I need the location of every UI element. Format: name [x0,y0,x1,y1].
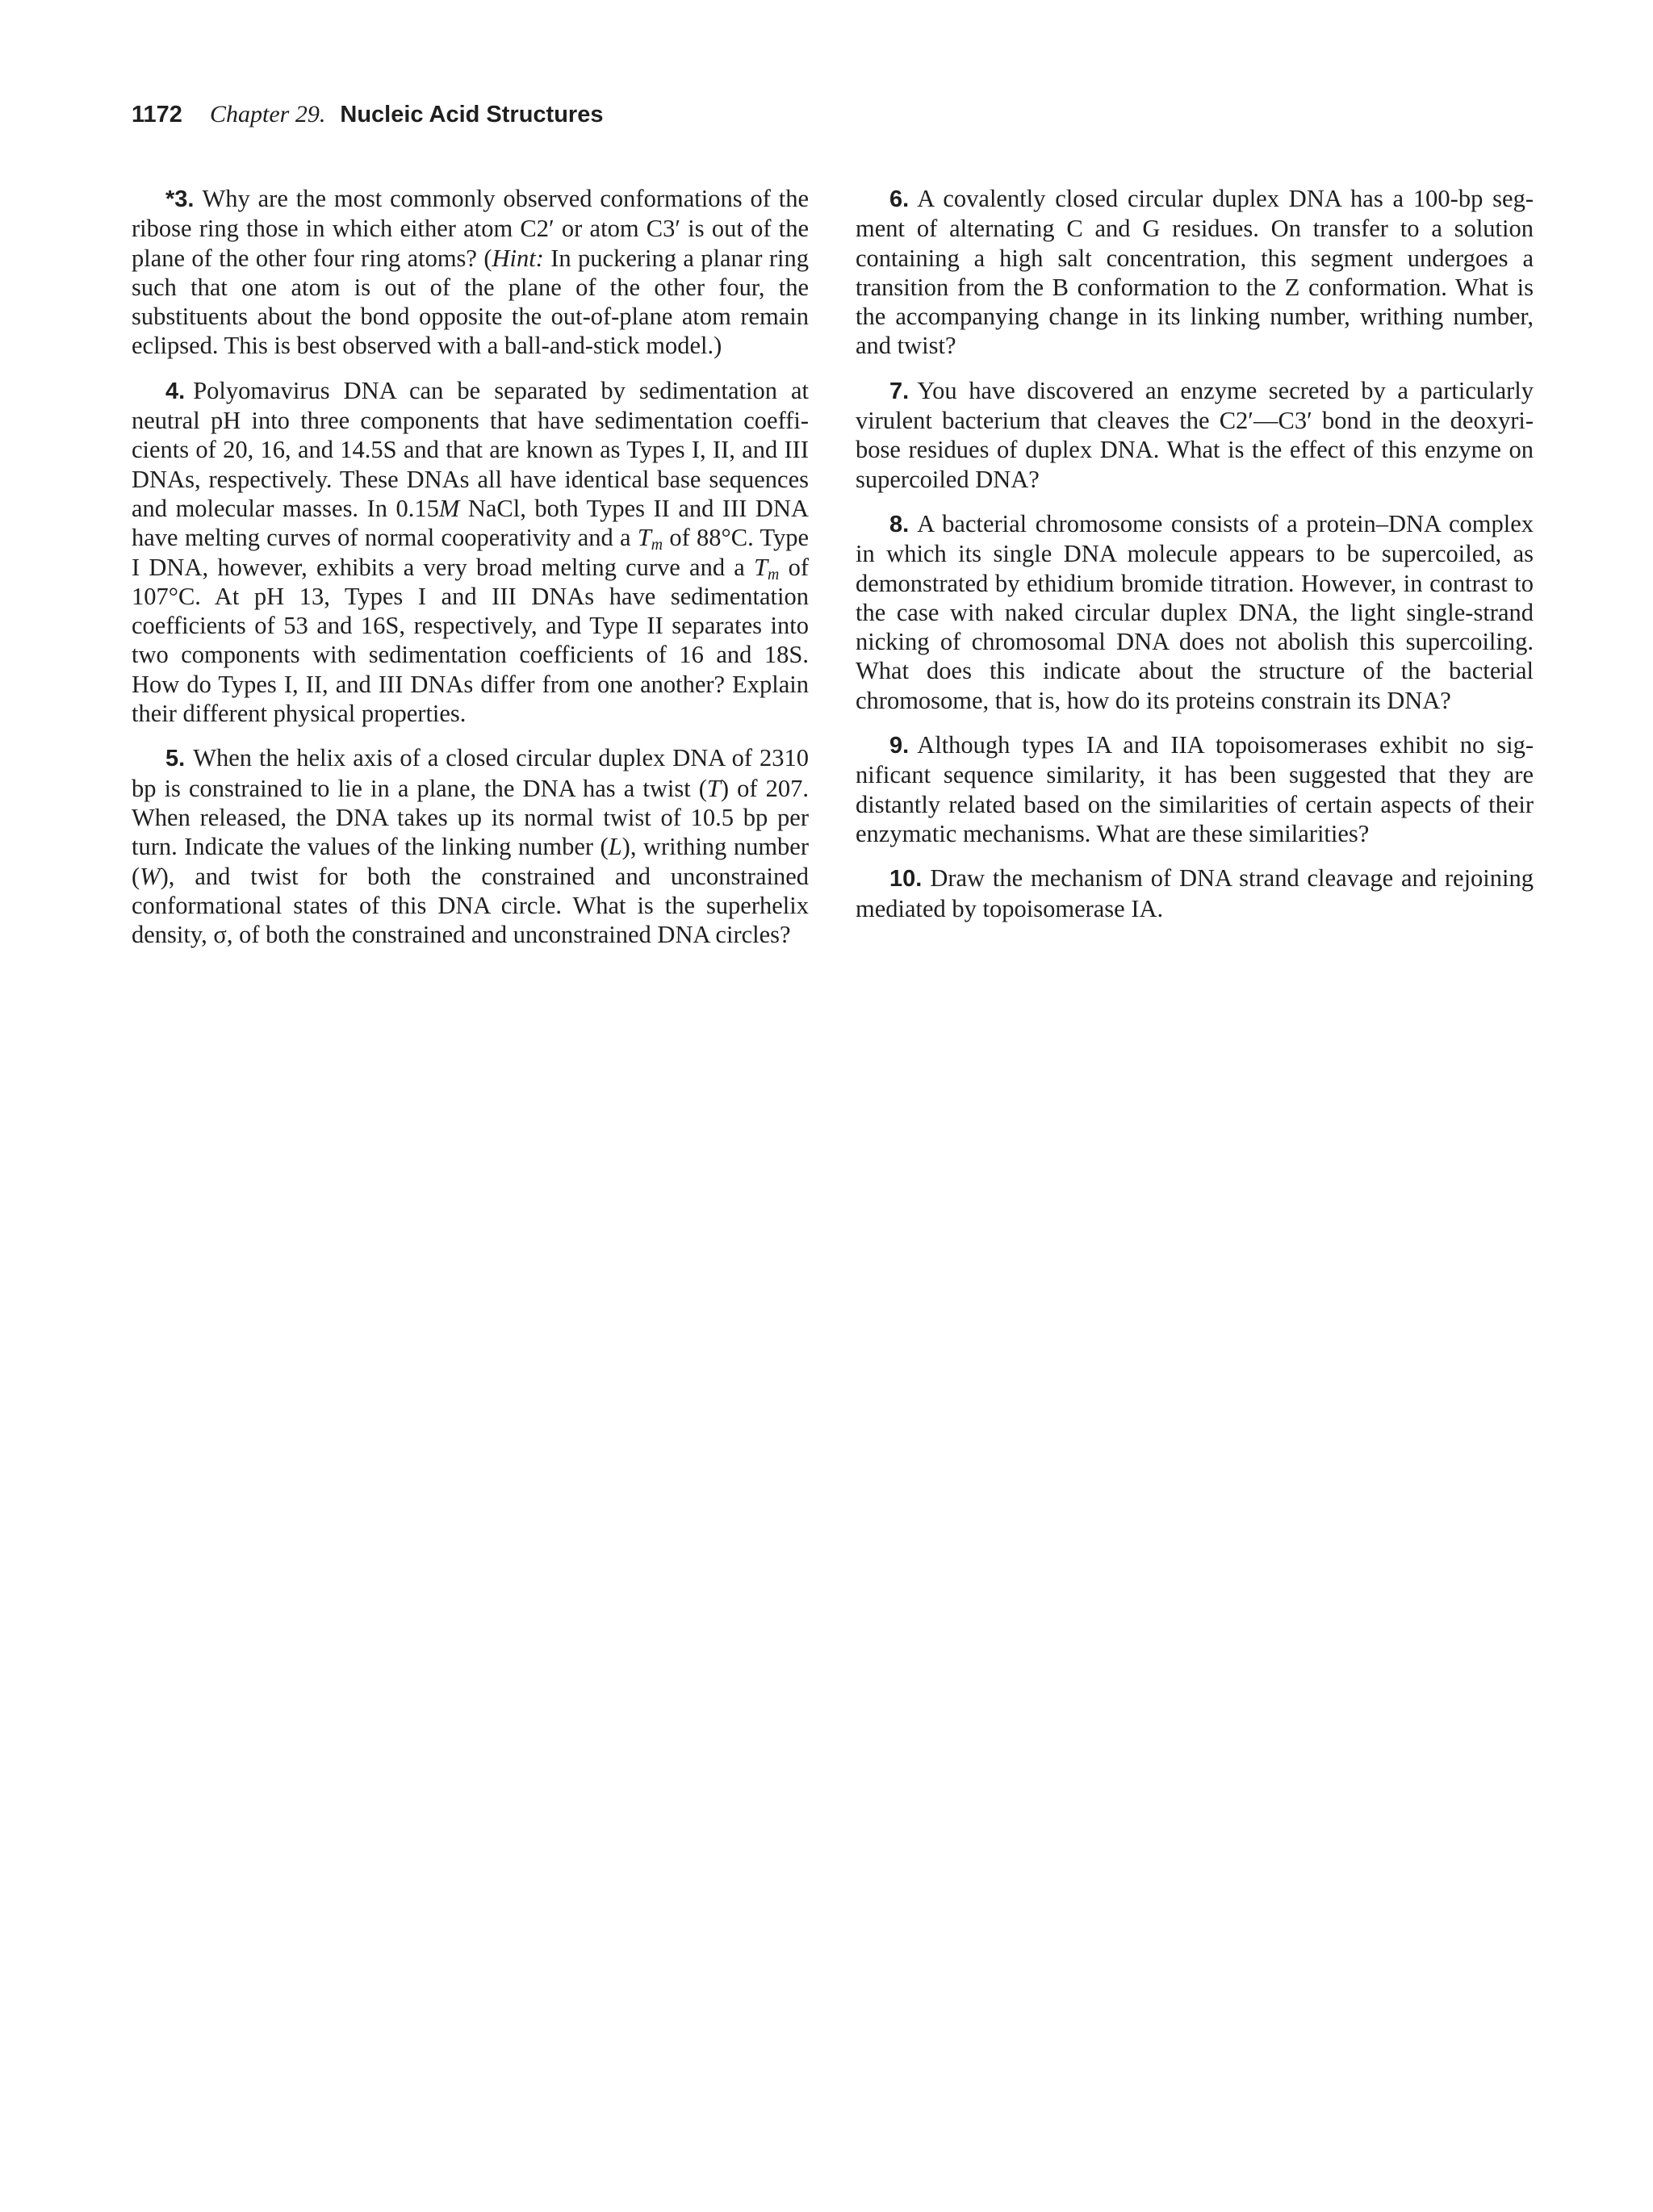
tm-subscript: m [651,536,663,554]
chapter-label: Chapter 29. [209,101,326,128]
problem-text: Although types IA and IIA topoisomerases exhibit no significant sequence similarity, it has been suggested that they are distantly related based on the similarities of certain aspects of their enzymatic mechanisms. What are these similarities? [856,731,1534,847]
left-column [132,184,809,964]
problem-text: ) of 207. When released, the DNA takes up its normal twist of 10.5 bp per turn. Indicate the values of the linking number ( [132,774,809,861]
page-header [132,98,603,131]
hint-label: Hint: [492,244,544,272]
right-column [856,184,1534,939]
twist-symbol: T [706,774,721,802]
problem-number: 5. [165,746,186,772]
linking-number-symbol: L [608,833,622,861]
problem-number: 7. [889,378,910,404]
molar-unit: M [438,494,460,522]
problem-number: 10. [889,866,923,893]
writhing-number-symbol: W [140,862,161,890]
problem-text: A covalently closed circular duplex DNA has a 100-bp segment of alternating C and G residues. On transfer to a solution containing a high salt concentration, this segment undergoes a transition from the B conformation to the Z conformation. What is the accompanying change in its linking number, writhing number, and twist? [856,185,1534,360]
tm-symbol: T [637,524,651,552]
problem-8 [856,509,1534,715]
problem-text: Draw the mechanism of DNA strand cleavage and rejoining mediated by topoisomerase IA. [856,864,1534,922]
problem-number: *3. [165,186,195,212]
problem-3 [132,184,809,361]
problem-10 [856,863,1534,923]
problem-number: 4. [165,378,186,404]
problem-text: In puckering a planar ring such that one atom is out of the plane of the other four, the substituents about the bond opposite the out-of-plane atom remain eclipsed. This is best observed with a ball-and-stick model.) [132,244,809,360]
problem-text: A bacterial chromosome consists of a protein–DNA complex in which its single DNA molecule appears to be supercoiled, as demonstrated by ethidium bromide titration. However, in contrast to the case with naked circular duplex DNA, the light single-strand nicking of chromosomal DNA does not abolish this supercoiling. What does this indicate about the structure of the bacterial chromosome, that is, how do its proteins constrain its DNA? [856,509,1534,714]
problem-number: 6. [889,186,910,212]
problem-5 [132,743,809,949]
chapter-title: Nucleic Acid Structures [340,102,604,128]
page-number: 1172 [132,102,182,128]
problem-7 [856,376,1534,494]
problem-text: of 88°C. Type I DNA, however, exhibits a very broad melting curve and a [132,524,809,581]
problem-6 [856,184,1534,361]
problem-text: When the helix axis of a closed circular duplex DNA of 2310 bp is constrained to lie in a plane, the DNA has a twist ( [132,744,809,802]
problem-text: You have discovered an enzyme secreted by a particularly virulent bacterium that cleaves the C2′—C3′ bond in the deoxyribose residues of duplex DNA. What is the effect of this enzyme on supercoiled DNA? [856,376,1534,493]
problem-text: ), and twist for both the constrained and unconstrained conformational states of this DNA circle. What is the superhelix density, σ, of both the constrained and unconstrained DNA circles? [132,862,809,949]
problem-9 [856,730,1534,848]
tm-symbol: T [754,553,768,581]
problem-text: of 107°C. At pH 13, Types I and III DNAs have sedimentation coefficients of 53 and 16S, respectively, and Type II separates into two components with sedimentation coefficients of 16 and 18S. How do Types I, II, and III DNAs differ from one another? Explain their different physical properties. [132,553,809,728]
problem-text: Why are the most commonly observed conformations of the ribose ring those in which either atom C2′ or atom C3′ is out of the plane of the other four ring atoms? ( [132,185,809,272]
problem-text: ), writhing number ( [132,833,809,890]
problem-number: 9. [889,733,910,759]
problem-4 [132,376,809,729]
problem-text: NaCl, both Types II and III DNA have melting curves of normal cooperativity and a [132,494,809,552]
tm-subscript: m [768,565,780,583]
problem-number: 8. [889,511,910,537]
problem-text: Polyomavirus DNA can be separated by sedimentation at neutral pH into three components that have sedimentation coefficients of 20, 16, and 14.5S and that are known as Types I, II, and III DNAs, respectively. These DNAs all have identical base sequences and molecular masses. In 0.15 [132,376,809,522]
